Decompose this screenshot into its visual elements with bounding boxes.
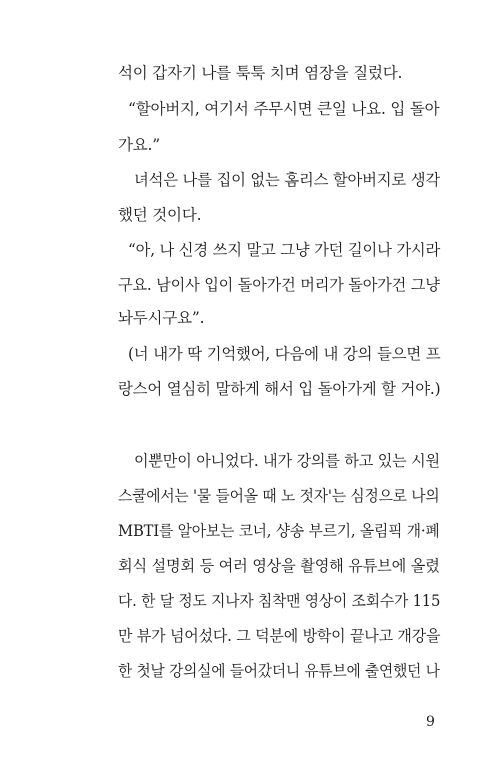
text-line: 한 첫날 강의실에 들어갔더니 유튜브에 출연했던 나 bbox=[118, 662, 440, 680]
page-number: 9 bbox=[426, 714, 435, 730]
text-line: (너 내가 딱 기억했어, 다음에 내 강의 들으면 프 bbox=[128, 345, 441, 363]
text-line: “할아버지, 여기서 주무시면 큰일 나요. 입 돌아 bbox=[128, 100, 440, 118]
text-line: 회식 설명회 등 여러 영상을 촬영해 유튜브에 올렸 bbox=[118, 557, 440, 575]
text-line: 했던 것이다. bbox=[118, 206, 202, 224]
text-line: 만 뷰가 넘어섰다. 그 덕분에 방학이 끝나고 개강을 bbox=[118, 627, 441, 645]
text-line: 녀석은 나를 집이 없는 홈리스 할아버지로 생각 bbox=[134, 171, 440, 189]
text-line: 석이 갑자기 나를 툭툭 치며 염장을 질렀다. bbox=[118, 64, 403, 82]
text-line: 이뿐만이 아니었다. 내가 강의를 하고 있는 시원 bbox=[134, 452, 440, 470]
text-line: “아, 나 신경 쓰지 말고 그냥 가던 길이나 가시라 bbox=[128, 241, 441, 259]
text-line: 랑스어 열심히 말하게 해서 입 돌아가게 할 거야.) bbox=[118, 380, 441, 398]
text-line: MBTI를 알아보는 코너, 샹송 부르기, 올림픽 개·폐 bbox=[118, 522, 440, 540]
text-line: 놔두시구요”. bbox=[118, 309, 205, 327]
text-line: 구요. 남이사 입이 돌아가건 머리가 돌아가건 그냥 bbox=[118, 276, 440, 294]
text-line: 다. 한 달 정도 지나자 침착맨 영상이 조회수가 115 bbox=[118, 592, 441, 610]
text-line: 가요.” bbox=[118, 136, 160, 154]
text-line: 스쿨에서는 '물 들어올 때 노 젓자'는 심정으로 나의 bbox=[118, 487, 440, 505]
